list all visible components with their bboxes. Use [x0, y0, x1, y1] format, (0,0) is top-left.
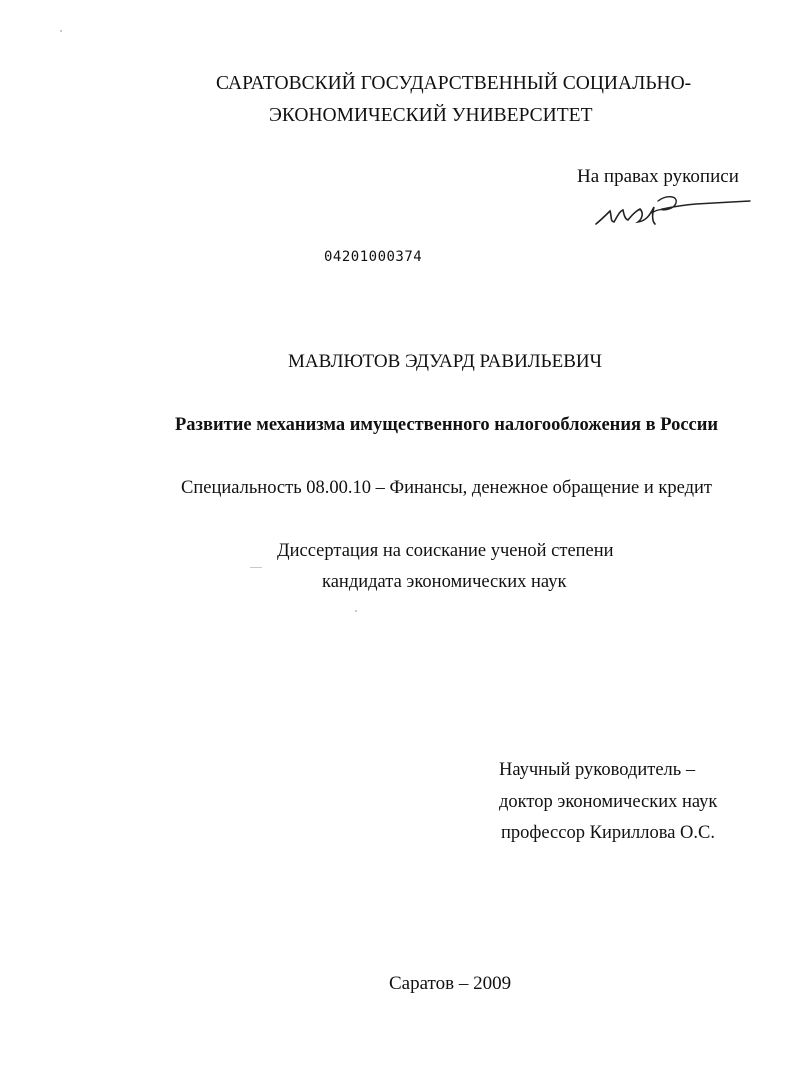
scan-speck — [60, 30, 62, 32]
university-name-line-2: ЭКОНОМИЧЕСКИЙ УНИВЕРСИТЕТ — [269, 105, 593, 126]
dissertation-type-line-1: Диссертация на соискание ученой степени — [277, 541, 614, 561]
specialty-line: Специальность 08.00.10 – Финансы, денежное обращение и кредит — [181, 478, 713, 498]
scan-speck — [250, 567, 262, 568]
handwritten-signature — [592, 191, 752, 229]
supervisor-line-3: профессор Кириллова О.С. — [501, 823, 715, 843]
dissertation-title: Развитие механизма имущественного налогообложения в России — [175, 415, 719, 435]
dissertation-type-line-2: кандидата экономических наук — [322, 572, 567, 592]
university-name-line-1: САРАТОВСКИЙ ГОСУДАРСТВЕННЫЙ СОЦИАЛЬНО- — [216, 73, 692, 94]
author-name: МАВЛЮТОВ ЭДУАРД РАВИЛЬЕВИЧ — [288, 351, 602, 372]
supervisor-line-2: доктор экономических наук — [499, 792, 718, 812]
city-year: Саратов – 2009 — [389, 973, 512, 994]
manuscript-note: На правах рукописи — [577, 166, 739, 187]
supervisor-line-1: Научный руководитель – — [499, 760, 696, 780]
library-code: 04201000374 — [324, 249, 423, 265]
scan-speck — [355, 610, 357, 612]
